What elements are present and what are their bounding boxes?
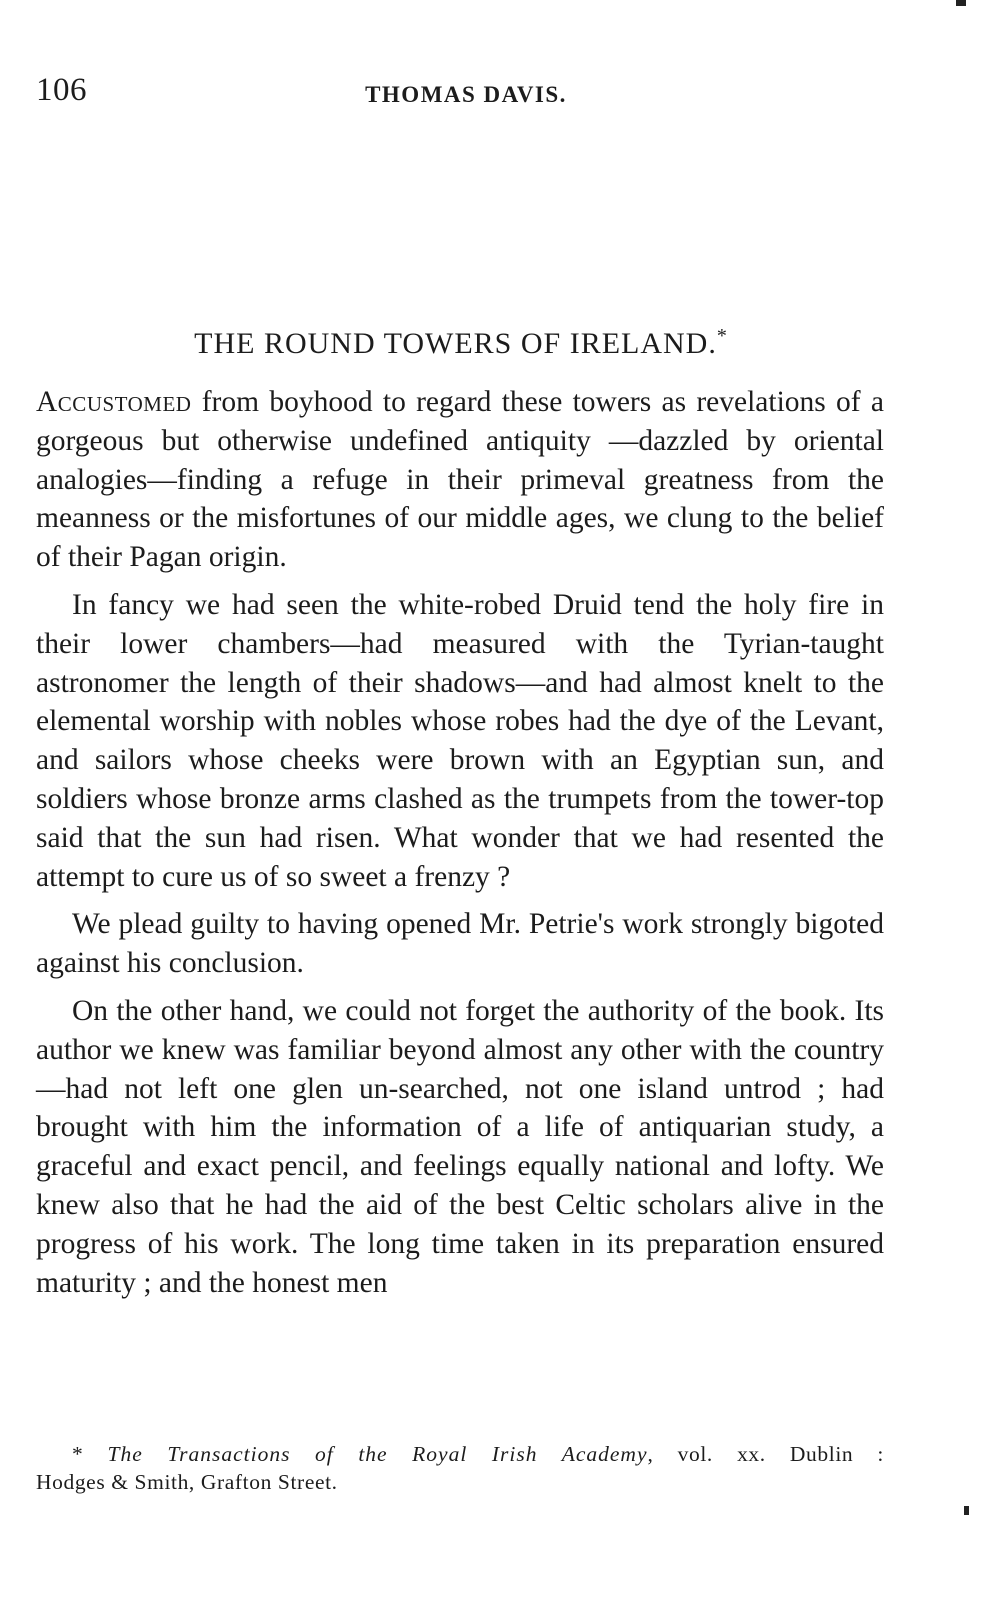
page-number: 106 [36,72,87,108]
paragraph-1 [36,383,884,577]
footnote-mark: * [72,1442,108,1466]
paragraph-4: On the other hand, we could not forget the authority of the book. Its author we knew was familiar beyond almost any other with the country—had not left one glen un-searched, not one island untrod ; had brought with him the information of a life of antiquarian study, a graceful and exact pencil, and feelings equally national and lofty. We knew also that he had the aid of the best Celtic scholars alive in the progress of his work. The long time taken in its preparation ensured maturity ; and the honest men [36,994,884,1299]
paragraph-1-text: from boyhood to regard these towers as revelations of a gorgeous but otherwise undefined antiquity —dazzled by oriental analogies—finding a refuge in their primeval greatness from the meanness or the misfortunes of our middle ages, we clung to the belief of their Pagan origin. [36,386,884,574]
footnote [36,1440,884,1496]
paragraph-3: We plead guilty to having opened Mr. Petrie's work strongly bigoted against his conclusion. [36,908,884,980]
article-title [36,322,886,366]
footnote-reference-mark: * [716,325,728,347]
paragraph-2: In fancy we had seen the white-robed Druid tend the holy fire in their lower chambers—had measured with the Tyrian-taught astronomer the length of their shadows—and had almost knelt to the elemental worship with nobles whose robes had the dye of the Levant, and sailors whose cheeks were brown with an Egyptian sun, and soldiers whose bronze arms clashed as the trumpets from the tower-top said that the sun had risen. What wonder that we had resented the attempt to cure us of so sweet a frenzy ? [36,588,884,893]
running-head: THOMAS DAVIS. [365,82,567,107]
article-title-text: THE ROUND TOWERS OF IRELAND. [194,327,717,360]
article-body [36,383,884,1311]
scan-mark-top-right [956,0,966,6]
scan-mark-bottom-right [964,1506,969,1515]
footnote-source-title: The Transactions of the Royal Irish Academy [107,1442,648,1466]
footnote-line-2: Hodges & Smith, Grafton Street. [36,1470,338,1494]
footnote-line-1 [36,1440,884,1468]
paragraph-1-lead: Accustomed [36,386,192,418]
footnote-volume-place: , vol. xx. Dublin : [647,1442,884,1466]
